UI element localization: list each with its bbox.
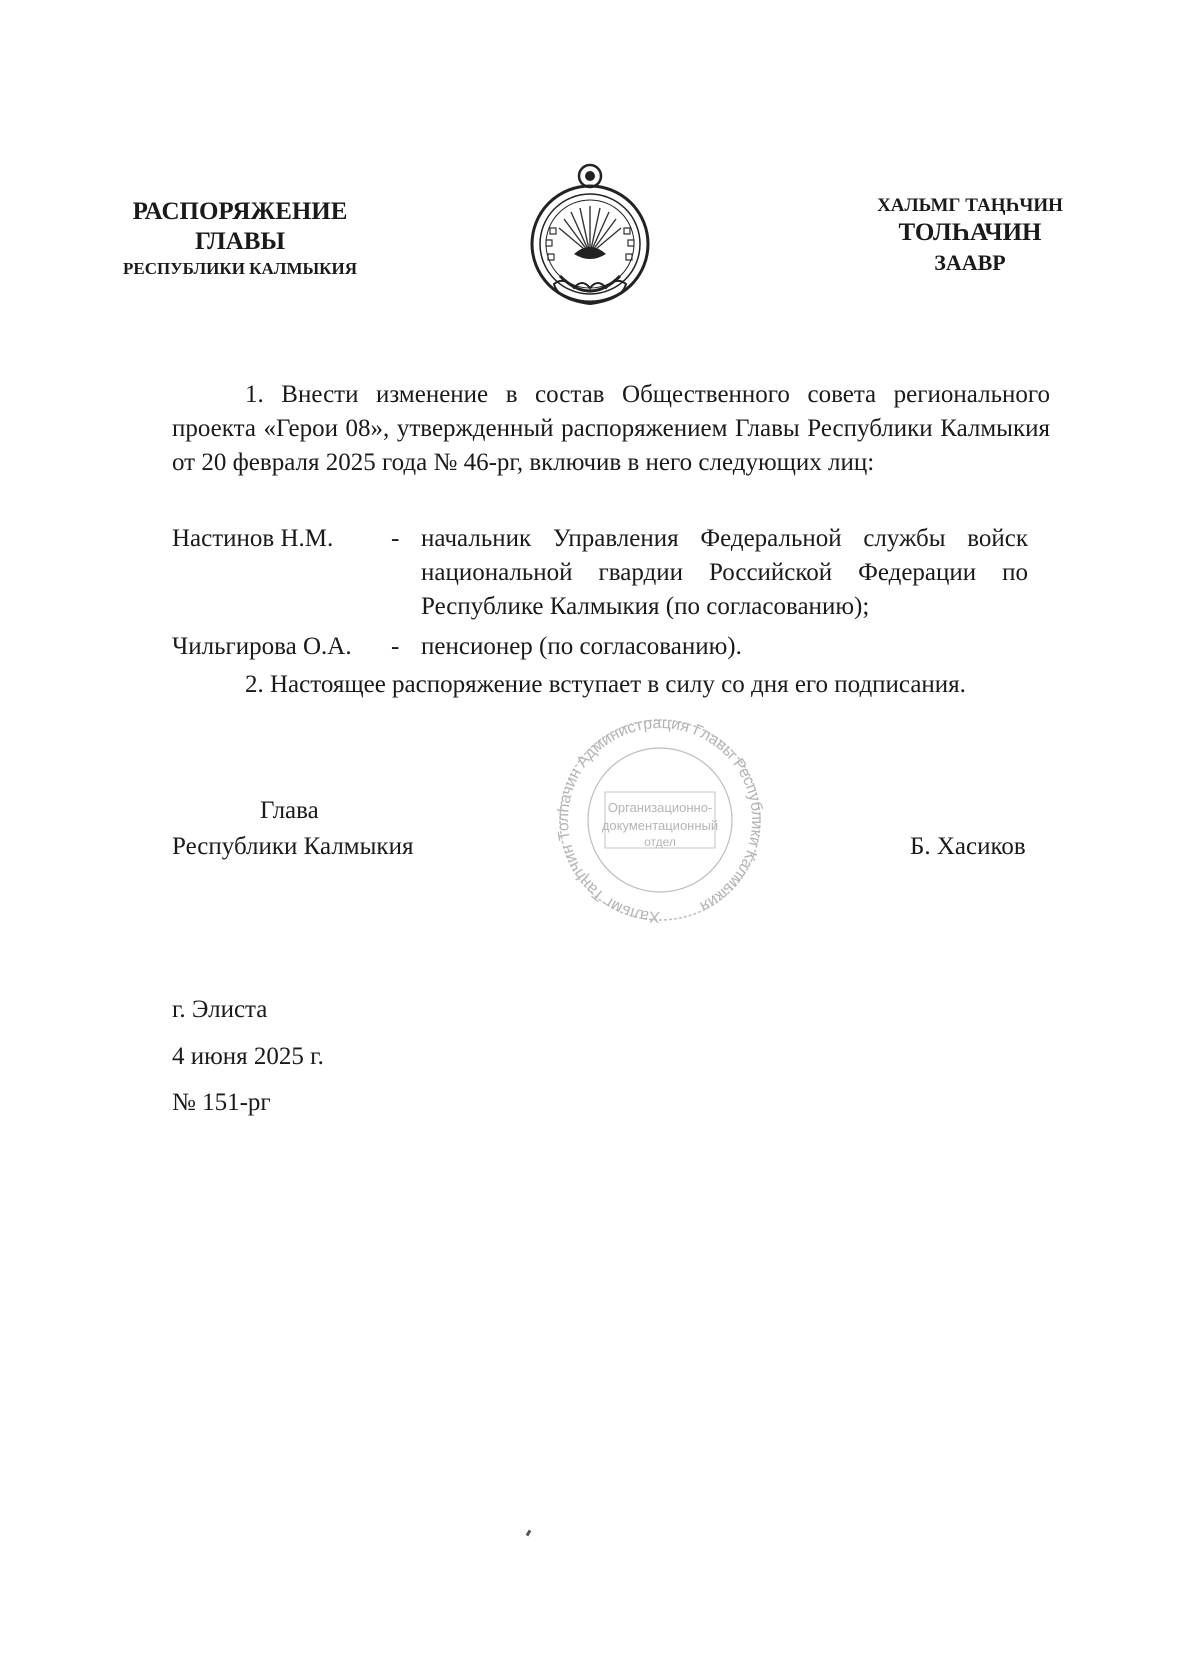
stamp-inner-line: документационный bbox=[601, 818, 719, 833]
doc-type-kalmyk: ТОЛҺАЧИН bbox=[898, 219, 1042, 246]
document-city: г. Элиста bbox=[172, 996, 268, 1023]
doc-issuer: РЕСПУБЛИКИ КАЛМЫКИЯ bbox=[122, 259, 358, 278]
header-right bbox=[785, 193, 1155, 278]
doc-type-title: РАСПОРЯЖЕНИЕ bbox=[132, 198, 348, 225]
member-dash: - bbox=[391, 633, 400, 660]
doc-issuer-kalmyk: ХАЛЬМГ ТАҢҺЧИН bbox=[877, 195, 1063, 216]
member-name: Настинов Н.М. bbox=[172, 525, 334, 552]
scan-speck bbox=[526, 1530, 532, 1537]
signature-title: Глава bbox=[260, 797, 319, 824]
member-description: начальник Управления Федеральной службы войск национальной гвардии Российской Федерации по Республике Калмыкия (по согласованию); bbox=[421, 525, 1028, 620]
member-name: Чильгирова О.А. bbox=[172, 633, 352, 660]
doc-title-kalmyk: ЗААВР bbox=[934, 250, 1006, 275]
coat-of-arms-icon bbox=[520, 158, 660, 316]
document-number: № 151-рг bbox=[172, 1089, 271, 1116]
signature-organization: Республики Калмыкия bbox=[172, 833, 414, 860]
stamp-inner-line: Организационно- bbox=[607, 800, 713, 815]
document-date: 4 июня 2025 г. bbox=[172, 1043, 324, 1070]
doc-type-subtitle: ГЛАВЫ bbox=[194, 228, 286, 255]
official-stamp bbox=[545, 712, 775, 932]
paragraph-2: 2. Настоящее распоряжение вступает в силу со дня его подписания. bbox=[245, 671, 966, 698]
member-dash: - bbox=[391, 525, 400, 552]
stamp-outer-text: Хальмг Таңһчин Толһачин Администрация Главы Республики Калмыкия bbox=[554, 714, 766, 926]
stamp-inner-line: отдел bbox=[644, 835, 676, 849]
paragraph-1: 1. Внести изменение в состав Общественного совета регионального проекта «Герои 08», утвержденный распоряжением Главы Республики Калмыкия от 20 февраля 2025 года № 46-рг, включив в него следующих лиц: bbox=[172, 381, 1050, 476]
member-description: пенсионер (по согласованию). bbox=[421, 633, 742, 660]
header-left bbox=[40, 197, 440, 281]
signatory-name: Б. Хасиков bbox=[910, 833, 1026, 860]
